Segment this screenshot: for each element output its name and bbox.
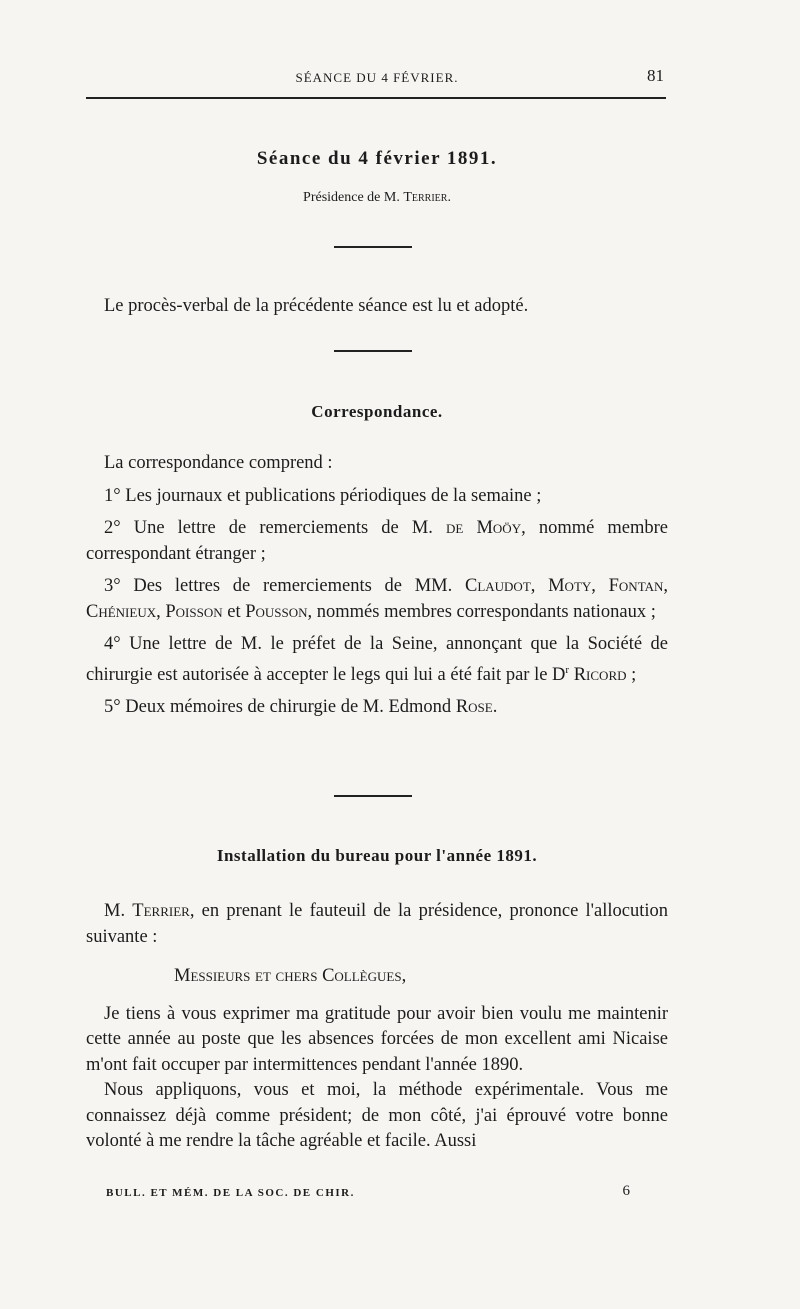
member-name: Rose <box>455 697 493 718</box>
running-title: SÉANCE DU 4 FÉVRIER. <box>295 70 459 85</box>
session-title: Séance du 4 février 1891. <box>256 148 498 169</box>
member-name: de Moöy <box>446 518 522 538</box>
page-number: 81 <box>647 66 664 85</box>
member-name: Fontan <box>608 576 664 596</box>
footer <box>86 1183 668 1203</box>
running-head <box>86 64 668 86</box>
presidence-prefix: Présidence de M. <box>303 190 400 205</box>
header-rule <box>86 97 666 99</box>
separator-rule <box>334 350 412 352</box>
presidence-line <box>86 190 668 206</box>
member-name: Claudot <box>464 576 531 596</box>
separator-rule <box>334 795 412 797</box>
speech-paragraph-2: Nous appliquons, vous et moi, la méthode expérimentale. Vous me connaissez déjà comme président; de mon côté, j'ai éprouvé votre bonne volonté à me rendre la tâche agréable et facile. Aussi <box>86 1080 668 1151</box>
speech-paragraph-1: Je tiens à vous exprimer ma gratitude pour avoir bien voulu me maintenir cette année au poste que les absences forcées de mon excellent ami Nicaise m'ont fait occuper par intermittences pendant l'année 1890. <box>86 1003 668 1075</box>
member-name: Pousson <box>245 601 308 622</box>
footer-signature: BULL. ET MÉM. DE LA SOC. DE CHIR. <box>106 1187 355 1199</box>
correspondance-item-2: 2° Une lettre de remerciements de M. de Moöy, nommé membre correspondant étranger ; <box>86 518 669 564</box>
correspondance-item-1: 1° Les journaux et publications périodiques de la semaine ; <box>104 485 542 506</box>
minutes-text: Le procès-verbal de la précédente séance est lu et adopté. <box>104 296 529 316</box>
correspondance-title: Correspondance. <box>311 402 443 421</box>
installation-section <box>86 899 668 1155</box>
installation-intro: M. Terrier, en prenant le fauteuil de la présidence, prononce l'allocution suivante : <box>86 901 669 947</box>
salutation: Messieurs et chers Collègues, <box>174 966 407 986</box>
minutes-paragraph <box>86 294 668 320</box>
member-name: Ricord <box>573 664 627 685</box>
sheet-number: 6 <box>622 1183 630 1199</box>
correspondance-item-5: 5° Deux mémoires de chirurgie de M. Edmond Rose. <box>104 697 498 718</box>
correspondance-item-3: 3° Des lettres de remerciements de MM. Claudot, Moty, Fontan, Chénieux, Poisson et Pousson, nommés membres correspondants nationaux ; <box>86 576 668 622</box>
correspondance-section <box>86 451 668 721</box>
member-name: Moty <box>548 576 592 596</box>
member-name: Chénieux <box>86 601 157 622</box>
correspondance-intro: La correspondance comprend : <box>104 453 333 473</box>
president-name: Terrier <box>132 901 190 921</box>
installation-title: Installation du bureau pour l'année 1891. <box>216 846 538 865</box>
member-name: Poisson <box>165 601 223 622</box>
separator-rule <box>334 246 412 248</box>
president-name: Terrier. <box>403 190 451 205</box>
correspondance-item-4: 4° Une lettre de M. le préfet de la Seine, annonçant que la Société de chirurgie est autorisée à accepter le legs qui lui a été fait par le $D^r$ Ricord ; <box>86 634 668 685</box>
